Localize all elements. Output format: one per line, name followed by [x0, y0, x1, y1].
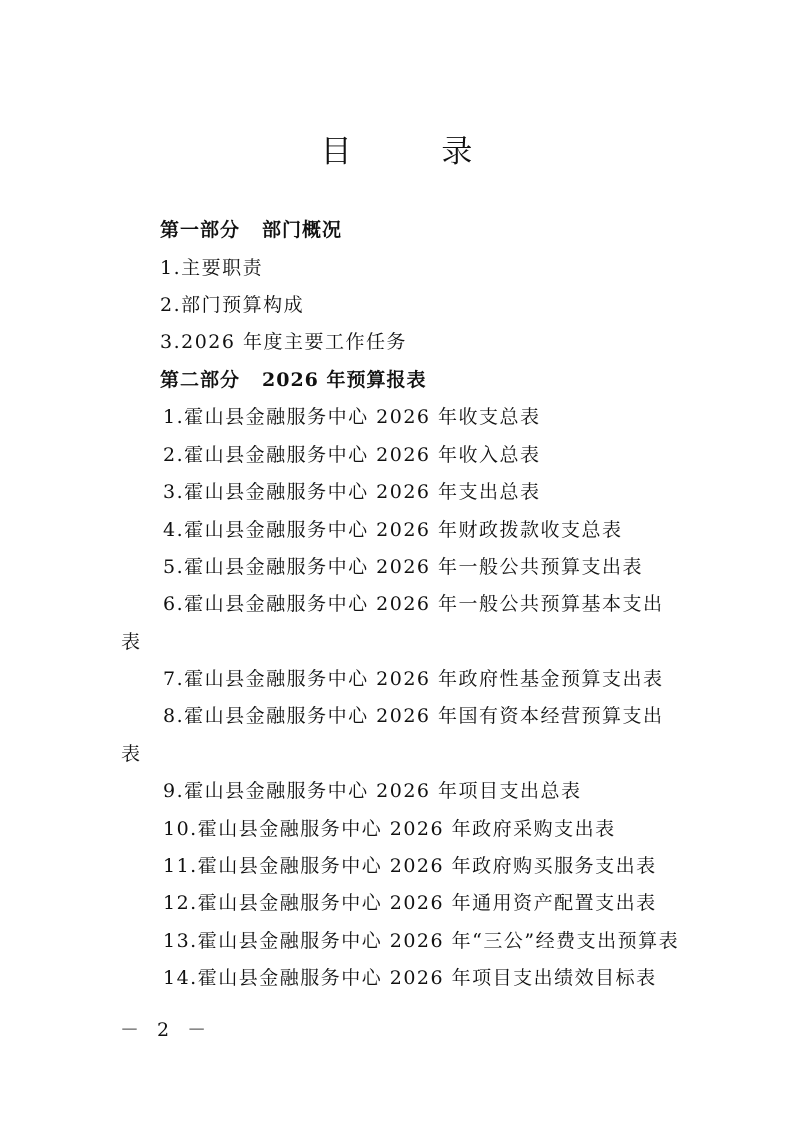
toc-item-budget-composition: 2.部门预算构成 [160, 294, 305, 316]
toc-item-table-3: 3.霍山县金融服务中心 2026 年支出总表 [163, 481, 541, 503]
toc-item-table-4: 4.霍山县金融服务中心 2026 年财政拨款收支总表 [163, 519, 623, 541]
part2-heading-text: 2026 年预算报表 [262, 369, 427, 391]
page-number: － 2 － [120, 1019, 213, 1041]
toc-item-table-2: 2.霍山县金融服务中心 2026 年收入总表 [163, 444, 541, 466]
part1-heading-number: 第一部分 [160, 219, 241, 241]
toc-item-work-tasks: 3.2026 年度主要工作任务 [160, 331, 408, 353]
toc-item-table-8: 8.霍山县金融服务中心 2026 年国有资本经营预算支出 [163, 705, 664, 727]
toc-item-table-13: 13.霍山县金融服务中心 2026 年“三公”经费支出预算表 [163, 930, 680, 952]
toc-item-table-14: 14.霍山县金融服务中心 2026 年项目支出绩效目标表 [163, 967, 657, 989]
page-title: 目 录 [320, 134, 513, 170]
toc-item-table-5: 5.霍山县金融服务中心 2026 年一般公共预算支出表 [163, 556, 644, 578]
part1-heading-text: 部门概况 [262, 219, 343, 241]
toc-item-table-10: 10.霍山县金融服务中心 2026 年政府采购支出表 [163, 818, 616, 840]
toc-item-table-9: 9.霍山县金融服务中心 2026 年项目支出总表 [163, 780, 582, 802]
toc-item-table-7: 7.霍山县金融服务中心 2026 年政府性基金预算支出表 [163, 668, 664, 690]
toc-item-table-1: 1.霍山县金融服务中心 2026 年收支总表 [163, 406, 541, 428]
toc-item-table-6-wrap: 表 [121, 631, 142, 653]
part2-heading-number: 第二部分 [160, 369, 241, 391]
toc-item-table-11: 11.霍山县金融服务中心 2026 年政府购买服务支出表 [163, 855, 657, 877]
toc-item-table-8-wrap: 表 [121, 743, 142, 765]
part1-heading [160, 218, 342, 242]
toc-item-table-12: 12.霍山县金融服务中心 2026 年通用资产配置支出表 [163, 892, 657, 914]
toc-item-duties: 1.主要职责 [160, 257, 264, 279]
toc-item-table-6: 6.霍山县金融服务中心 2026 年一般公共预算基本支出 [163, 593, 664, 615]
part2-heading [160, 368, 427, 392]
